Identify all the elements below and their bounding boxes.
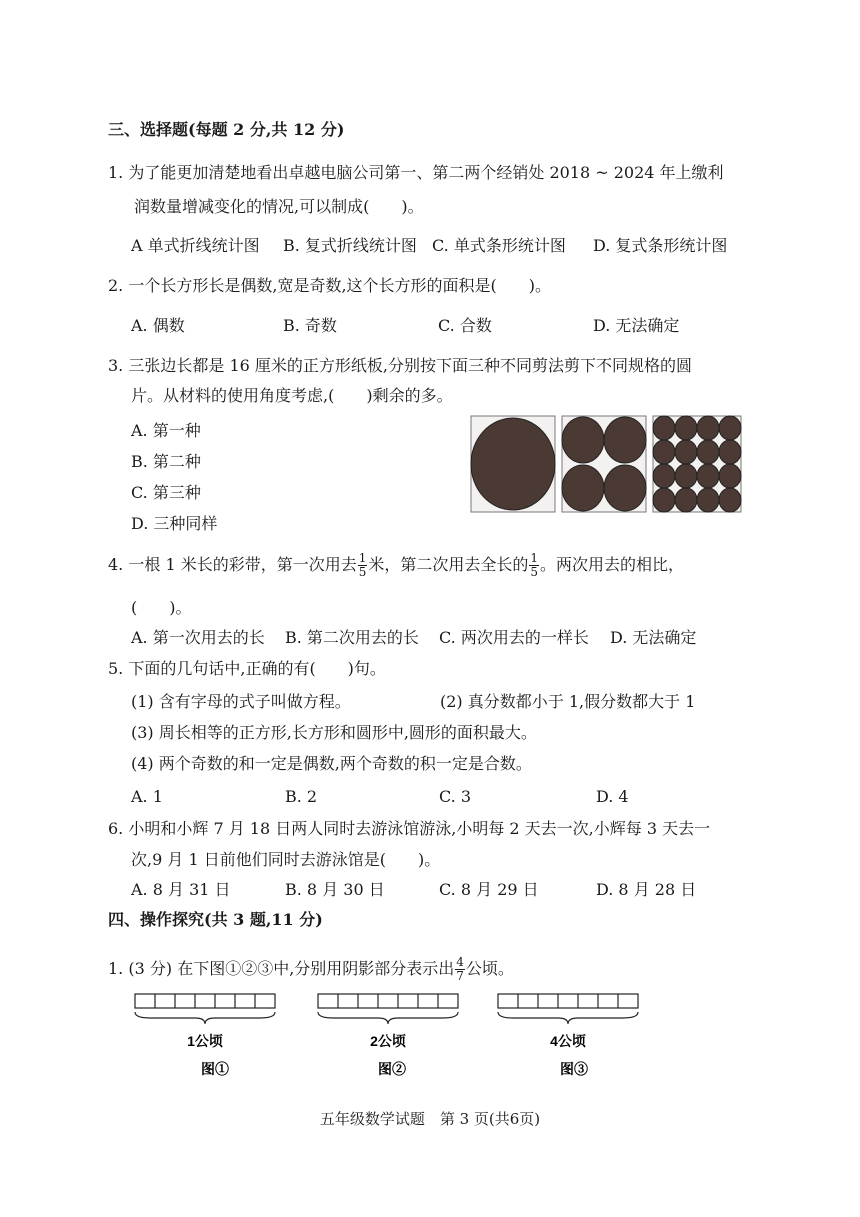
q2-option-d: D. 无法确定 [593, 316, 680, 335]
q3-option-d: D. 三种同样 [131, 514, 218, 533]
q4-fraction-1 [358, 552, 368, 579]
q1-text-line2: 润数量增减变化的情况,可以制成( )。 [134, 197, 424, 216]
figure-2-caption: 图② [378, 1061, 406, 1077]
section-3-title: 三、选择题(每题 2 分,共 12 分) [108, 120, 345, 139]
q4-fraction-2 [529, 552, 539, 579]
q4-text-part2: 米，第二次用去全长的 [368, 555, 529, 574]
q4-fraction-2-numerator: 1 [530, 551, 539, 565]
q1-option-a: A 单式折线统计图 [131, 236, 260, 255]
q5-option-c: C. 3 [439, 787, 472, 806]
p1-fraction-denominator: 7 [456, 969, 464, 983]
q3-text-line2: 片。从材料的使用角度考虑,( )剩余的多。 [131, 386, 453, 405]
q4-text-line1 [108, 552, 684, 579]
figure-2-label: 2公顷 [370, 1033, 406, 1049]
q6-text-line1: 6. 小明和小辉 7 月 18 日两人同时去游泳馆游泳,小明每 2 天去一次,小辉每 3 天去一 [108, 819, 711, 838]
q4-option-a: A. 第一次用去的长 [131, 628, 265, 647]
q4-fraction-1-denominator: 5 [358, 565, 367, 579]
q4-option-b: B. 第二次用去的长 [285, 628, 419, 647]
p1-text [108, 956, 514, 983]
q6-option-a: A. 8 月 31 日 [131, 880, 231, 899]
q4-option-c: C. 两次用去的一样长 [439, 628, 589, 647]
q1-option-b: B. 复式折线统计图 [283, 236, 417, 255]
hectare-bar-figures [130, 990, 750, 1084]
q4-fraction-1-numerator: 1 [358, 551, 367, 565]
p1-text-part2: 公顷。 [465, 959, 514, 978]
method-3-sixteen-circles [653, 416, 741, 512]
q6-option-b: B. 8 月 30 日 [285, 880, 385, 899]
q3-text-line1: 3. 三张边长都是 16 厘米的正方形纸板,分别按下面三种不同剪法剪下不同规格的圆 [108, 356, 692, 375]
figure-1-label: 1公顷 [187, 1033, 223, 1049]
q5-statement-3: (3) 周长相等的正方形,长方形和圆形中,圆形的面积最大。 [131, 723, 537, 742]
q5-statement-2: (2) 真分数都小于 1,假分数都大于 1 [440, 692, 696, 711]
q2-option-a: A. 偶数 [131, 316, 185, 335]
q5-statement-1: (1) 含有字母的式子叫做方程。 [131, 692, 351, 711]
section-4-title: 四、操作探究(共 3 题,11 分) [108, 910, 323, 929]
method-2-four-circles [562, 416, 646, 512]
q5-option-a: A. 1 [131, 787, 163, 806]
q6-text-line2: 次,9 月 1 日前他们同时去游泳馆是( )。 [131, 850, 441, 869]
cutting-methods-figure [470, 415, 742, 515]
q4-option-d: D. 无法确定 [610, 628, 697, 647]
p1-text-part1: 1. (3 分) 在下图①②③中,分别用阴影部分表示出 [108, 959, 455, 978]
q6-option-c: C. 8 月 29 日 [439, 880, 539, 899]
q4-fraction-2-denominator: 5 [530, 565, 539, 579]
figure-3-caption: 图③ [560, 1061, 588, 1077]
q3-option-c: C. 第三种 [131, 483, 201, 502]
figure-3-label: 4公顷 [550, 1033, 586, 1049]
q4-text-line2: ( )。 [131, 598, 192, 617]
q5-option-d: D. 4 [596, 787, 629, 806]
figure-1-bar [135, 994, 275, 1024]
p1-fraction [455, 956, 465, 983]
circle-cutting-illustrations [470, 415, 742, 515]
hectare-bars-svg [130, 990, 750, 1080]
method-1-one-circle [471, 416, 555, 512]
q6-option-d: D. 8 月 28 日 [596, 880, 697, 899]
q2-option-b: B. 奇数 [283, 316, 337, 335]
p1-fraction-numerator: 4 [456, 955, 464, 969]
q5-text: 5. 下面的几句话中,正确的有( )句。 [108, 659, 386, 678]
figure-1-caption: 图① [201, 1061, 229, 1077]
q1-option-c: C. 单式条形统计图 [432, 236, 566, 255]
q5-statement-4: (4) 两个奇数的和一定是偶数,两个奇数的积一定是合数。 [131, 754, 532, 773]
q4-text-part1: 4. 一根 1 米长的彩带，第一次用去 [108, 555, 357, 574]
q5-option-b: B. 2 [285, 787, 318, 806]
q4-text-part3: 。两次用去的相比， [540, 555, 685, 574]
q3-option-a: A. 第一种 [131, 421, 201, 440]
figure-2-bar [318, 994, 458, 1024]
page-footer: 五年级数学试题 第 3 页(共6页) [319, 1110, 541, 1128]
q1-text-line1: 1. 为了能更加清楚地看出卓越电脑公司第一、第二两个经销处 2018 ~ 2024 年上缴利 [108, 163, 724, 182]
q3-option-b: B. 第二种 [131, 452, 201, 471]
q1-option-d: D. 复式条形统计图 [593, 236, 728, 255]
q2-option-c: C. 合数 [438, 316, 492, 335]
figure-3-bar [498, 994, 638, 1024]
q2-text: 2. 一个长方形长是偶数,宽是奇数,这个长方形的面积是( )。 [108, 276, 552, 295]
